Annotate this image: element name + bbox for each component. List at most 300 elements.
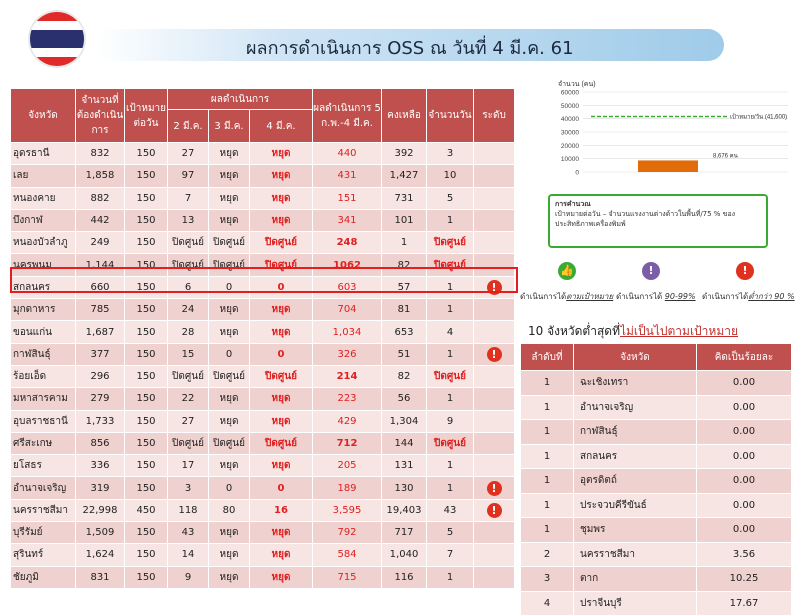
cell-cumulative: 223	[313, 388, 382, 410]
title-bar	[96, 29, 724, 61]
cell-cases: 279	[76, 388, 125, 410]
cell-cases: 296	[76, 365, 125, 387]
top10-cell-rank: 1	[521, 371, 574, 396]
cell-level	[474, 365, 515, 387]
top10-cell-province: ตาก	[574, 567, 697, 592]
alert-icon: !	[487, 503, 502, 518]
chart-target-label: เป้าหมาย/วัน (41,600)	[730, 114, 788, 121]
cell-cases: 377	[76, 343, 125, 365]
cell-d4: หยุด	[250, 143, 313, 165]
table-row	[11, 343, 515, 365]
table-row	[11, 410, 515, 432]
cell-target: 150	[125, 365, 168, 387]
cell-d4: ปิดศูนย์	[250, 365, 313, 387]
page-title: ผลการดำเนินการ OSS ณ วันที่ 4 มี.ค. 61	[246, 38, 574, 59]
cell-remaining: 130	[382, 477, 427, 499]
cell-cases: 832	[76, 143, 125, 165]
cell-d3: ปิดศูนย์	[209, 365, 250, 387]
legend-purple-prefix: ดำเนินการได้	[616, 292, 665, 301]
thai-flag-icon	[30, 12, 84, 66]
chart-ytick-label: 20000	[560, 142, 579, 150]
cell-days: 10	[427, 165, 474, 187]
top10-row	[521, 420, 792, 445]
top10-cell-rank: 2	[521, 542, 574, 567]
cell-level	[474, 299, 515, 321]
calculation-note	[548, 194, 768, 248]
cell-target: 150	[125, 321, 168, 343]
cell-province: สุรินทร์	[11, 544, 76, 566]
cell-cases: 319	[76, 477, 125, 499]
top10-cell-pct: 10.25	[697, 567, 792, 592]
top10-cell-rank: 1	[521, 469, 574, 494]
col-cases: จำนวนที่ต้องดำเนินการ	[76, 89, 125, 143]
cell-cases: 1,144	[76, 254, 125, 276]
cell-level	[474, 209, 515, 231]
cell-d3: หยุด	[209, 321, 250, 343]
top10-title	[528, 322, 738, 341]
cell-remaining: 1	[382, 232, 427, 254]
cell-cases: 1,509	[76, 522, 125, 544]
cell-cases: 856	[76, 432, 125, 454]
col-remaining: คงเหลือ	[382, 89, 427, 143]
top10-row	[521, 493, 792, 518]
top10-cell-pct: 3.56	[697, 542, 792, 567]
cell-remaining: 82	[382, 254, 427, 276]
cell-target: 150	[125, 232, 168, 254]
top10-cell-rank: 1	[521, 493, 574, 518]
table-row	[11, 566, 515, 588]
cell-days: 5	[427, 522, 474, 544]
cell-cases: 249	[76, 232, 125, 254]
cell-cumulative: 205	[313, 455, 382, 477]
cell-target: 150	[125, 299, 168, 321]
cell-d2: 27	[168, 143, 209, 165]
cell-d3: หยุด	[209, 388, 250, 410]
cell-cases: 336	[76, 455, 125, 477]
col-d3: 3 มี.ค.	[209, 110, 250, 143]
cell-d4: 0	[250, 343, 313, 365]
top10-row	[521, 371, 792, 396]
cell-province: อำนาจเจริญ	[11, 477, 76, 499]
cell-d2: 118	[168, 499, 209, 521]
cell-level	[474, 187, 515, 209]
legend-green	[520, 290, 613, 303]
alert-red-icon: !	[736, 262, 754, 280]
col-target: เป้าหมายต่อวัน	[125, 89, 168, 143]
cell-level	[474, 544, 515, 566]
cell-remaining: 56	[382, 388, 427, 410]
cell-d2: 17	[168, 455, 209, 477]
cell-remaining: 81	[382, 299, 427, 321]
highlight-box	[10, 267, 518, 293]
cell-target: 150	[125, 388, 168, 410]
cell-d4: 0	[250, 477, 313, 499]
cell-d3: 0	[209, 477, 250, 499]
cell-province: มหาสารคาม	[11, 388, 76, 410]
cell-cumulative: 584	[313, 544, 382, 566]
top10-cell-pct: 0.00	[697, 395, 792, 420]
cell-province: นครพนม	[11, 254, 76, 276]
cell-level	[474, 321, 515, 343]
cell-d2: 14	[168, 544, 209, 566]
cell-province: นครราชสีมา	[11, 499, 76, 521]
cell-d2: ปิดศูนย์	[168, 432, 209, 454]
cell-days: 5	[427, 187, 474, 209]
top10-cell-pct: 0.00	[697, 420, 792, 445]
table-row	[11, 232, 515, 254]
top10-cell-province: ฉะเชิงเทรา	[574, 371, 697, 396]
table-row	[11, 187, 515, 209]
cell-d2: ปิดศูนย์	[168, 365, 209, 387]
cell-cases: 1,733	[76, 410, 125, 432]
top10-title-prefix: 10 จังหวัดต่ำสุดที่	[528, 324, 620, 338]
alert-icon: !	[487, 347, 502, 362]
cell-cases: 785	[76, 299, 125, 321]
chart-ytick-label: 50000	[560, 102, 579, 110]
chart-ylabel: จำนวน (คน)	[558, 81, 596, 88]
cell-province: อุบลราชธานี	[11, 410, 76, 432]
cell-cumulative: 326	[313, 343, 382, 365]
cell-cumulative: 715	[313, 566, 382, 588]
legend-red	[702, 290, 795, 303]
cell-province: มุกดาหาร	[11, 299, 76, 321]
cell-province: หนองคาย	[11, 187, 76, 209]
cell-d3: ปิดศูนย์	[209, 232, 250, 254]
cell-d4: ปิดศูนย์	[250, 432, 313, 454]
cell-d3: หยุด	[209, 187, 250, 209]
cell-d3: หยุด	[209, 299, 250, 321]
cell-target: 150	[125, 522, 168, 544]
cell-d3: หยุด	[209, 455, 250, 477]
cell-cases: 1,624	[76, 544, 125, 566]
cell-remaining: 101	[382, 209, 427, 231]
cell-days: 1	[427, 276, 474, 298]
top10-row	[521, 542, 792, 567]
cell-province: กาฬสินธุ์	[11, 343, 76, 365]
note-title: การคำนวณ	[555, 200, 591, 208]
cell-d4: 16	[250, 499, 313, 521]
cell-d3: หยุด	[209, 143, 250, 165]
cell-cumulative: 431	[313, 165, 382, 187]
top10-cell-pct: 17.67	[697, 591, 792, 616]
cell-level	[474, 343, 515, 365]
cell-cases: 1,858	[76, 165, 125, 187]
cell-remaining: 1,304	[382, 410, 427, 432]
province-results-table	[10, 88, 515, 589]
top10-cell-province: สกลนคร	[574, 444, 697, 469]
cell-target: 150	[125, 455, 168, 477]
cell-days: 4	[427, 321, 474, 343]
cell-d3: 0	[209, 276, 250, 298]
cell-d4: หยุด	[250, 165, 313, 187]
chart-ytick-label: 10000	[560, 156, 579, 164]
target-bar-chart	[528, 78, 798, 188]
table-row	[11, 455, 515, 477]
chart-ytick-label: 30000	[560, 129, 579, 137]
cell-target: 150	[125, 410, 168, 432]
cell-d3: หยุด	[209, 522, 250, 544]
table-row	[11, 299, 515, 321]
cell-target: 150	[125, 143, 168, 165]
cell-d4: หยุด	[250, 544, 313, 566]
table-row	[11, 544, 515, 566]
top10-table	[520, 343, 792, 616]
table-row	[11, 321, 515, 343]
legend-green-u: ตามเป้าหมาย	[566, 292, 614, 301]
cell-d3: หยุด	[209, 566, 250, 588]
top10-title-underline: ไม่เป็นไปตามเป้าหมาย	[619, 324, 738, 338]
cell-level	[474, 410, 515, 432]
cell-days: 3	[427, 143, 474, 165]
cell-level	[474, 432, 515, 454]
cell-remaining: 1,040	[382, 544, 427, 566]
top10-cell-pct: 0.00	[697, 469, 792, 494]
cell-target: 150	[125, 276, 168, 298]
thumbs-up-icon: 👍	[558, 262, 576, 280]
cell-days: 1	[427, 299, 474, 321]
cell-target: 150	[125, 566, 168, 588]
legend-purple-u: 90-99%	[664, 292, 696, 301]
cell-cumulative: 151	[313, 187, 382, 209]
cell-d4: หยุด	[250, 566, 313, 588]
cell-days: 43	[427, 499, 474, 521]
cell-d4: ปิดศูนย์	[250, 232, 313, 254]
cell-d2: 97	[168, 165, 209, 187]
chart-ytick-label: 60000	[560, 89, 579, 97]
top10-cell-pct: 0.00	[697, 371, 792, 396]
cell-cumulative: 704	[313, 299, 382, 321]
top10-cell-pct: 0.00	[697, 518, 792, 543]
table-row	[11, 165, 515, 187]
col-d4: 4 มี.ค.	[250, 110, 313, 143]
top10-cell-rank: 1	[521, 420, 574, 445]
col-d2: 2 มี.ค.	[168, 110, 209, 143]
cell-d3: 0	[209, 343, 250, 365]
top10-cell-province: นครราชสีมา	[574, 542, 697, 567]
cell-d3: หยุด	[209, 209, 250, 231]
chart-bar-label: 8,676 คน	[713, 153, 738, 160]
chart-ytick-label: 0	[575, 169, 579, 177]
cell-level	[474, 388, 515, 410]
cell-level	[474, 165, 515, 187]
cell-remaining: 19,403	[382, 499, 427, 521]
cell-level	[474, 566, 515, 588]
cell-days: ปิดศูนย์	[427, 254, 474, 276]
cell-cumulative: 3,595	[313, 499, 382, 521]
alert-icon: !	[487, 280, 502, 295]
cell-d4: หยุด	[250, 388, 313, 410]
cell-province: อุดรธานี	[11, 143, 76, 165]
table-row	[11, 143, 515, 165]
cell-province: ศรีสะเกษ	[11, 432, 76, 454]
alert-icon: !	[487, 481, 502, 496]
cell-d2: ปิดศูนย์	[168, 254, 209, 276]
cell-d2: 24	[168, 299, 209, 321]
cell-d4: หยุด	[250, 187, 313, 209]
cell-remaining: 392	[382, 143, 427, 165]
top10-cell-rank: 3	[521, 567, 574, 592]
top10-row	[521, 395, 792, 420]
cell-days: 1	[427, 477, 474, 499]
cell-target: 450	[125, 499, 168, 521]
cell-remaining: 1,427	[382, 165, 427, 187]
cell-remaining: 51	[382, 343, 427, 365]
cell-cumulative: 341	[313, 209, 382, 231]
table-row	[11, 388, 515, 410]
cell-cases: 882	[76, 187, 125, 209]
cell-days: 1	[427, 343, 474, 365]
cell-cumulative: 1062	[313, 254, 382, 276]
top10-cell-province: ชุมพร	[574, 518, 697, 543]
cell-d2: 43	[168, 522, 209, 544]
cell-days: 9	[427, 410, 474, 432]
top10-cell-province: อุตรดิตถ์	[574, 469, 697, 494]
cell-d2: 22	[168, 388, 209, 410]
cell-d2: 7	[168, 187, 209, 209]
cell-cumulative: 440	[313, 143, 382, 165]
cell-province: เลย	[11, 165, 76, 187]
cell-remaining: 57	[382, 276, 427, 298]
cell-cumulative: 792	[313, 522, 382, 544]
cell-remaining: 144	[382, 432, 427, 454]
cell-target: 150	[125, 477, 168, 499]
col-cumulative: ผลดำเนินการ 5 ก.พ.-4 มี.ค.	[313, 89, 382, 143]
cell-d2: 27	[168, 410, 209, 432]
cell-cases: 831	[76, 566, 125, 588]
legend-green-prefix: ดำเนินการได้	[520, 292, 567, 301]
cell-days: 1	[427, 455, 474, 477]
cell-days: 1	[427, 566, 474, 588]
cell-d2: 28	[168, 321, 209, 343]
cell-days: ปิดศูนย์	[427, 232, 474, 254]
cell-d2: 15	[168, 343, 209, 365]
cell-province: บุรีรัมย์	[11, 522, 76, 544]
col-days: จำนวนวัน	[427, 89, 474, 143]
top10-row	[521, 567, 792, 592]
chart-bar	[638, 160, 698, 172]
top10-cell-rank: 1	[521, 518, 574, 543]
cell-d4: หยุด	[250, 321, 313, 343]
cell-cumulative: 189	[313, 477, 382, 499]
cell-days: ปิดศูนย์	[427, 432, 474, 454]
top10-col-rank: ลำดับที่	[521, 344, 574, 371]
cell-province: ยโสธร	[11, 455, 76, 477]
top10-row	[521, 444, 792, 469]
cell-province: ร้อยเอ็ด	[11, 365, 76, 387]
cell-province: สกลนคร	[11, 276, 76, 298]
cell-d4: ปิดศูนย์	[250, 254, 313, 276]
legend-purple	[616, 290, 696, 303]
cell-days: 7	[427, 544, 474, 566]
cell-d3: หยุด	[209, 544, 250, 566]
table-row	[11, 522, 515, 544]
cell-d2: ปิดศูนย์	[168, 232, 209, 254]
cell-d3: ปิดศูนย์	[209, 432, 250, 454]
legend-red-prefix: ดำเนินการได้	[702, 292, 749, 301]
cell-d4: 0	[250, 276, 313, 298]
top10-cell-pct: 0.00	[697, 444, 792, 469]
top10-col-pct: คิดเป็นร้อยละ	[697, 344, 792, 371]
col-province: จังหวัด	[11, 89, 76, 143]
cell-remaining: 731	[382, 187, 427, 209]
cell-target: 150	[125, 343, 168, 365]
cell-d2: 13	[168, 209, 209, 231]
cell-level	[474, 232, 515, 254]
cell-days: ปิดศูนย์	[427, 365, 474, 387]
cell-d4: หยุด	[250, 209, 313, 231]
cell-level	[474, 477, 515, 499]
table-row	[11, 432, 515, 454]
cell-remaining: 82	[382, 365, 427, 387]
cell-province: บึงกาฬ	[11, 209, 76, 231]
cell-level	[474, 455, 515, 477]
cell-target: 150	[125, 187, 168, 209]
table-row	[11, 365, 515, 387]
top10-row	[521, 591, 792, 616]
cell-d2: 9	[168, 566, 209, 588]
cell-level	[474, 499, 515, 521]
cell-cumulative: 429	[313, 410, 382, 432]
col-level: ระดับ	[474, 89, 515, 143]
cell-province: ชัยภูมิ	[11, 566, 76, 588]
cell-d2: 3	[168, 477, 209, 499]
table-row	[11, 477, 515, 499]
top10-row	[521, 518, 792, 543]
cell-days: 1	[427, 388, 474, 410]
top10-cell-province: กาฬสินธุ์	[574, 420, 697, 445]
cell-target: 150	[125, 432, 168, 454]
cell-d4: หยุด	[250, 455, 313, 477]
cell-cases: 22,998	[76, 499, 125, 521]
top10-cell-pct: 0.00	[697, 493, 792, 518]
legend-red-u: ต่ำกว่า 90 %	[748, 292, 795, 301]
cell-remaining: 131	[382, 455, 427, 477]
cell-remaining: 653	[382, 321, 427, 343]
cell-target: 150	[125, 544, 168, 566]
cell-cumulative: 712	[313, 432, 382, 454]
cell-d3: หยุด	[209, 165, 250, 187]
info-purple-icon: !	[642, 262, 660, 280]
cell-days: 1	[427, 209, 474, 231]
table-row	[11, 209, 515, 231]
cell-d3: ปิดศูนย์	[209, 254, 250, 276]
cell-d4: หยุด	[250, 522, 313, 544]
cell-d3: หยุด	[209, 410, 250, 432]
cell-remaining: 717	[382, 522, 427, 544]
col-results: ผลดำเนินการ	[168, 89, 313, 110]
cell-cases: 442	[76, 209, 125, 231]
cell-level	[474, 522, 515, 544]
cell-cumulative: 248	[313, 232, 382, 254]
table-row	[11, 499, 515, 521]
top10-row	[521, 469, 792, 494]
top10-cell-province: ประจวบคีรีขันธ์	[574, 493, 697, 518]
cell-target: 150	[125, 254, 168, 276]
cell-province: ขอนแก่น	[11, 321, 76, 343]
top10-cell-rank: 1	[521, 395, 574, 420]
top10-cell-rank: 4	[521, 591, 574, 616]
cell-province: หนองบัวลำภู	[11, 232, 76, 254]
cell-cumulative: 603	[313, 276, 382, 298]
cell-d4: หยุด	[250, 299, 313, 321]
cell-remaining: 116	[382, 566, 427, 588]
cell-target: 150	[125, 209, 168, 231]
cell-cumulative: 1,034	[313, 321, 382, 343]
cell-d2: 6	[168, 276, 209, 298]
chart-ytick-label: 40000	[560, 116, 579, 124]
top10-cell-province: อำนาจเจริญ	[574, 395, 697, 420]
cell-cases: 660	[76, 276, 125, 298]
